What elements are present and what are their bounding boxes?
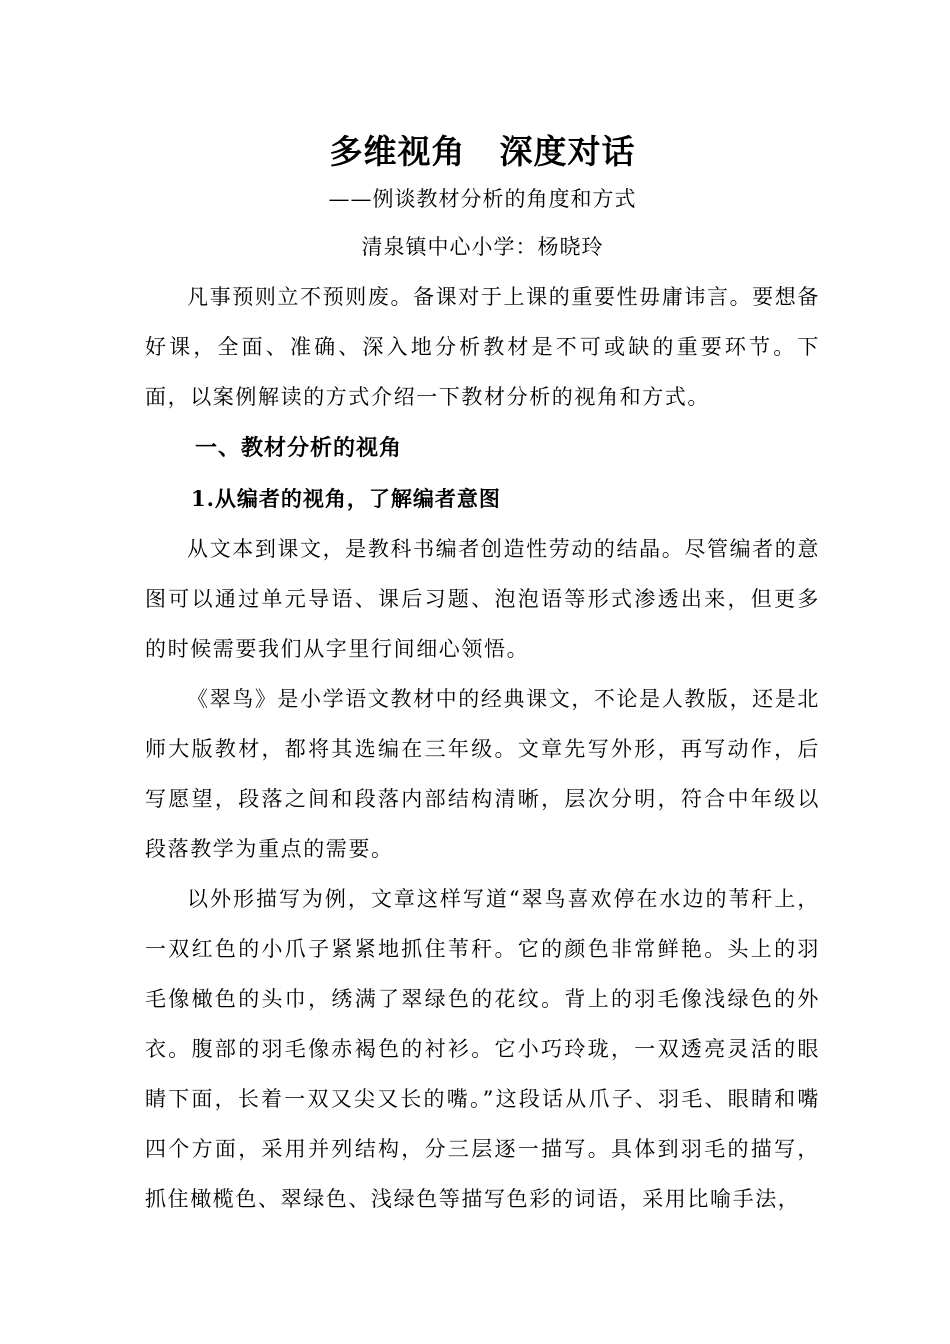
section-heading: 一、教材分析的视角 — [195, 436, 403, 461]
document-subtitle: ——例谈教材分析的角度和方式 — [328, 187, 637, 211]
body-paragraph-3: 以外形描写为例，文章这样写道“翠鸟喜欢停在水边的苇秆上，一双红色的小爪子紧紧地抓住苇秆。它的颜色非常鲜艳。头上的羽毛像橄色的头巾，绣满了翠绿色的花纹。背上的羽毛像浅绿色的外衣。腹部的羽毛像赤褐色的衬衫。它小巧玲珑，一双透亮灵活的眼睛下面，长着一双又尖又长的嘴。”这段话从爪子、羽毛、眼睛和嘴四个方面，采用并列结构，分三层逐一描写。具体到羽毛的描写，抓住橄榄色、翠绿色、浅绿色等描写色彩的词语，采用比喻手法， — [145, 887, 820, 1211]
author-line: 清泉镇中心小学：杨晓玲 — [361, 235, 604, 259]
intro-paragraph: 凡事预则立不预则废。备课对于上课的重要性毋庸讳言。要想备好课，全面、准确、深入地分析教材是不可或缺的重要环节。下面，以案例解读的方式介绍一下教材分析的视角和方式。 — [145, 285, 820, 409]
document-title: 多维视角 深度对话 — [329, 132, 636, 171]
body-paragraph-2: 《翠鸟》是小学语文教材中的经典课文，不论是人教版，还是北师大版教材，都将其选编在三年级。文章先写外形，再写动作，后写愿望，段落之间和段落内部结构清晰，层次分明，符合中年级以段落教学为重点的需要。 — [145, 687, 820, 861]
subsection-heading: 1.从编者的视角，了解编者意图 — [191, 486, 501, 511]
document-page — [145, 128, 820, 1224]
body-paragraph-1: 从文本到课文，是教科书编者创造性劳动的结晶。尽管编者的意图可以通过单元导语、课后习题、泡泡语等形式渗透出来，但更多的时候需要我们从字里行间细心领悟。 — [145, 537, 820, 661]
